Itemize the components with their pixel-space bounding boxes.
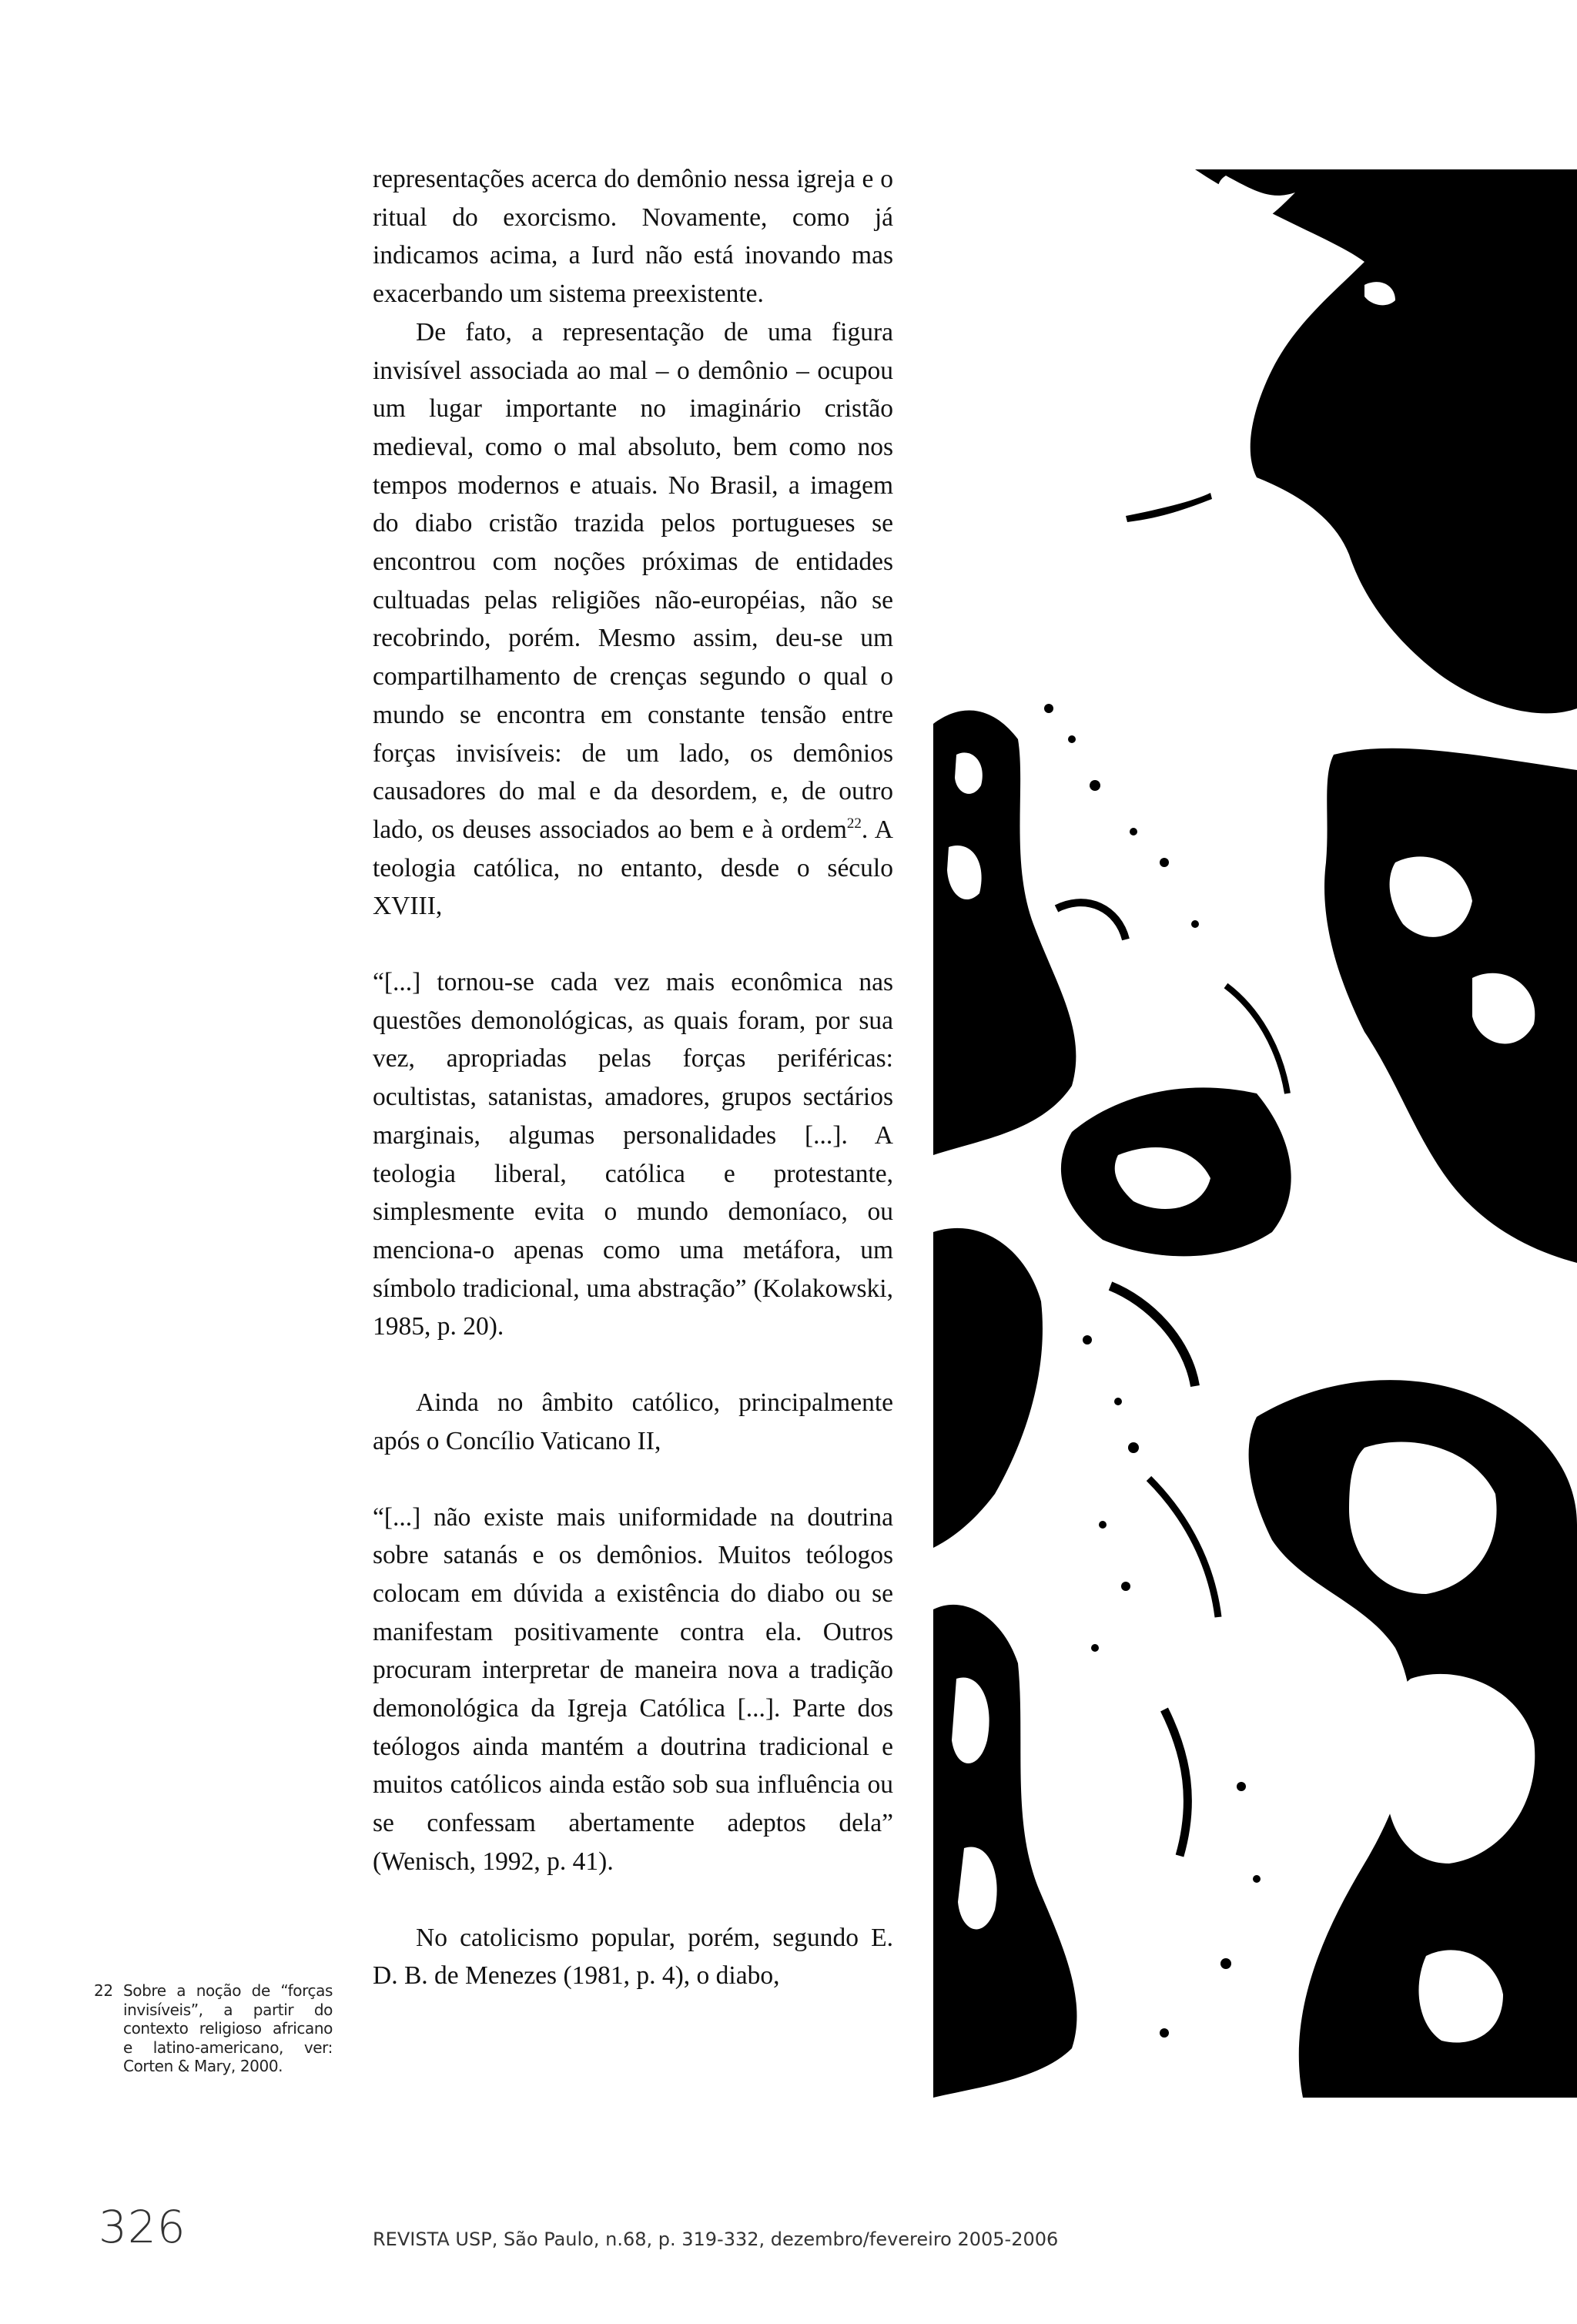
block-quote-2: “[...] não existe mais uniformidade na doutrina sobre satanás e os demônios. Muitos teólogos colocam em dúvida a existência do diabo ou se manifestam positivamente contra ela. Outros procuram interpretar de maneira nova a tradição demonológica da Igreja Católica [...]. Parte dos teólogos ainda mantém a doutrina tradicional e muitos católicos ainda estão sob sua influência ou se confessam abertamente adeptos dela” (Wenisch, 1992, p. 41). — [373, 1502, 893, 1876]
paragraph-2-text-end: . A teologia católica, no entanto, desde o século XVIII, — [373, 815, 893, 921]
paragraph-2 — [373, 313, 893, 926]
paragraph-2-text: De fato, a representação de uma figura invisível associada ao mal – o demônio – ocupou um lugar importante no imaginário cristão medieval, como o mal absoluto, bem como nos tempos modernos e atuais. No Brasil, a imagem do diabo cristão trazida pelos portugueses se encontrou com noções próximas de entidades cultuadas pelas religiões não-européias, não se recobrindo, porém. Mesmo assim, deu-se um compartilhamento de crenças segundo o qual o mundo se encontra em constante tensão entre forças invisíveis: de um lado, os demônios causadores do mal e da desordem, e, de outro lado, os deuses associados ao bem e à ordem — [373, 317, 893, 844]
paragraph-1: representações acerca do demônio nessa igreja e o ritual do exorcismo. Novamente, como já indicamos acima, a Iurd não está inovando mas exacerbando um sistema preexistente. — [373, 165, 893, 309]
photograph-graphic — [933, 169, 1577, 2098]
footnote-number: 22 — [94, 1981, 113, 2000]
paragraph-3: Ainda no âmbito católico, principalmente após o Concílio Vaticano II, — [373, 1388, 893, 1455]
figure-photograph — [933, 169, 1577, 2098]
footnote — [94, 1981, 333, 2076]
journal-citation: REVISTA USP, São Paulo, n.68, p. 319-332, dezembro/fevereiro 2005-2006 — [373, 2229, 1059, 2250]
block-quote-1: “[...] tornou-se cada vez mais econômica nas questões demonológicas, as quais foram, por sua vez, apropriadas pelas forças periféricas: ocultistas, satanistas, amadores, grupos sectários marginais, algumas personalidades [...]. A teologia liberal, católica e protestante, simplesmente evita o mundo demoníaco, ou menciona-o apenas como uma metáfora, um símbolo tradicional, uma abstração” (Kolakowski, 1985, p. 20). — [373, 968, 893, 1341]
footnote-reference: 22 — [846, 815, 862, 832]
page-number: 326 — [99, 2201, 186, 2253]
main-text-column — [373, 160, 893, 1995]
footnote-text: Sobre a noção de “forças invisíveis”, a partir do contexto religioso africano e latino-americano, ver: Corten & Mary, 2000. — [123, 1981, 333, 2075]
paragraph-4: No catolicismo popular, porém, segundo E. D. B. de Menezes (1981, p. 4), o diabo, — [373, 1923, 893, 1991]
